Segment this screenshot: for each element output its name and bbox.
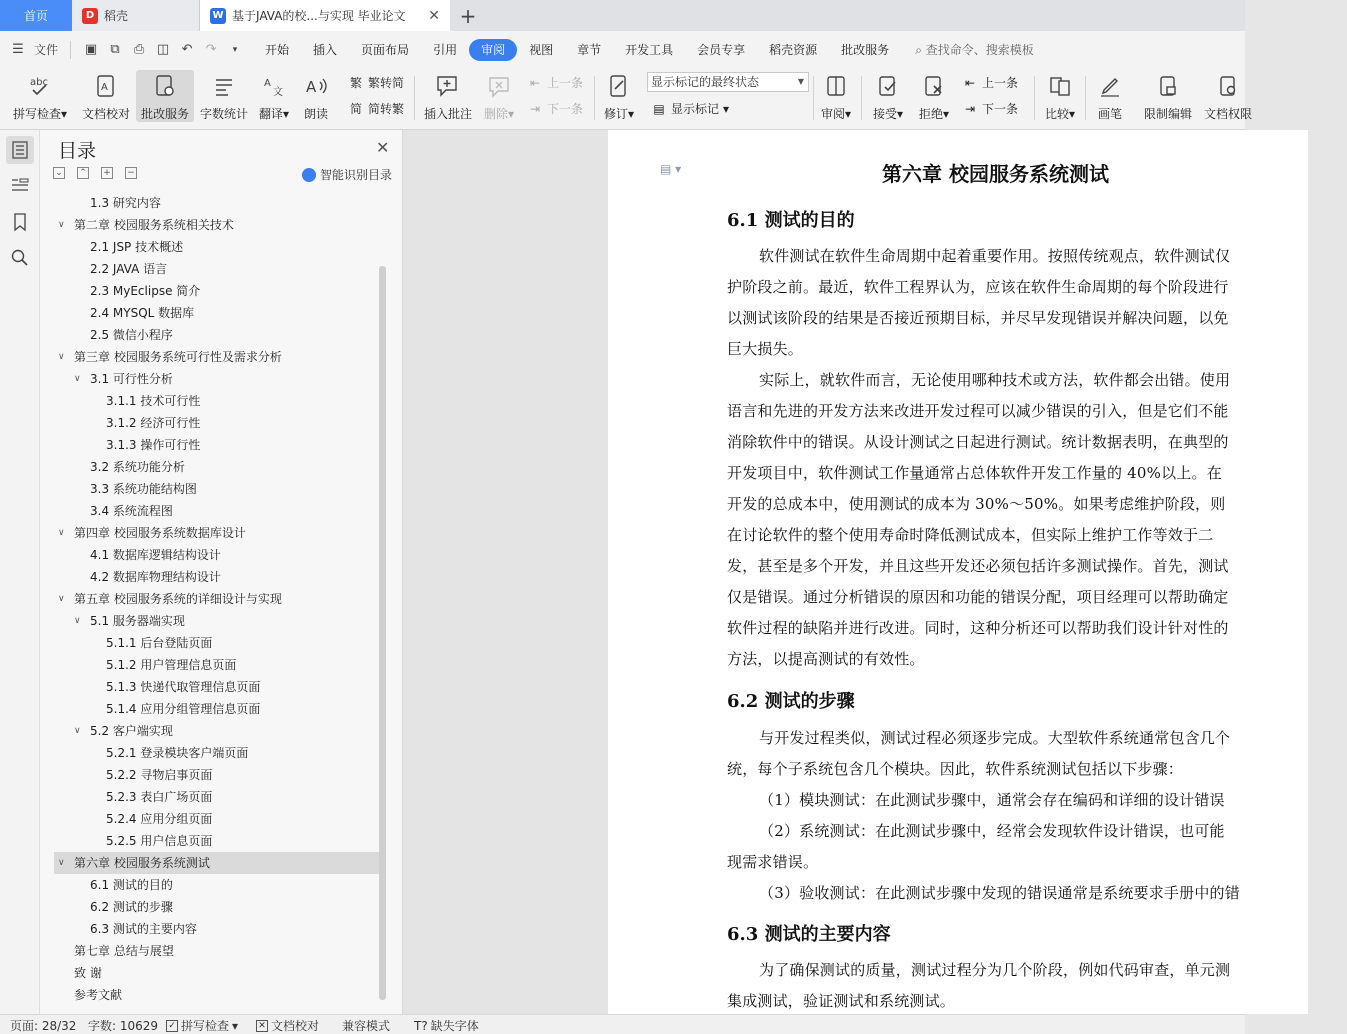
insert-comment-label: 插入批注 bbox=[423, 107, 472, 121]
markup-state-select[interactable] bbox=[647, 72, 809, 92]
menu-correction[interactable]: 批改服务 bbox=[841, 42, 890, 57]
tab-home-label: 首页 bbox=[23, 9, 48, 23]
menu-layout[interactable]: 页面布局 bbox=[361, 42, 410, 57]
missing-font-icon: T? bbox=[414, 1018, 428, 1033]
toc-item[interactable] bbox=[54, 302, 380, 324]
insert-comment-icon bbox=[434, 72, 462, 100]
toc-item-label: 5.2.4 应用分组页面 bbox=[106, 812, 213, 826]
toc-item[interactable] bbox=[54, 192, 380, 214]
paragraph-line: 护阶段之前。最近，软件工程界认为，应该在软件生命周期的每个阶段进行 bbox=[727, 278, 1229, 296]
status-spell-check[interactable]: ✓ 拼写检查 ▾ bbox=[166, 1017, 238, 1034]
accept-label: 接受 bbox=[872, 107, 897, 121]
toc-item[interactable] bbox=[54, 588, 380, 610]
toc-item[interactable] bbox=[54, 786, 380, 808]
toc-item[interactable] bbox=[54, 456, 380, 478]
paragraph-line: 软件过程的缺陷并进行改进。同时，这种分析还可以帮助我们设计针对性的 bbox=[727, 619, 1229, 637]
lock-icon bbox=[1154, 72, 1182, 100]
toc-item-label: 3.4 系统流程图 bbox=[90, 504, 173, 518]
pen-button[interactable] bbox=[1092, 70, 1128, 122]
toc-panel bbox=[40, 130, 403, 1014]
toc-item-label: 6.2 测试的步骤 bbox=[90, 900, 173, 914]
menu-start[interactable]: 开始 bbox=[265, 42, 290, 57]
paragraph-line: 仅是错误。通过分析错误的原因和功能的错误分配，项目经理可以帮助确定 bbox=[727, 588, 1229, 606]
bookmark-icon bbox=[13, 213, 27, 231]
command-search[interactable] bbox=[915, 41, 1034, 58]
tab-docer-label: 稻壳 bbox=[104, 9, 129, 23]
toc-item[interactable] bbox=[54, 522, 380, 544]
simp-to-trad-label: 简转繁 bbox=[368, 102, 405, 116]
show-markup-label: 显示标记 bbox=[671, 102, 720, 116]
menu-review[interactable]: 审阅 bbox=[469, 39, 517, 61]
toc-item-label: 5.1.1 后台登陆页面 bbox=[106, 636, 213, 650]
toc-item-label: 第七章 总结与展望 bbox=[74, 944, 174, 958]
restrict-edit-label: 限制编辑 bbox=[1143, 107, 1192, 121]
markup-state-value: 显示标记的最终状态 bbox=[651, 75, 760, 89]
toc-item[interactable] bbox=[54, 654, 380, 676]
translate-button[interactable]: A 文 翻译▾ bbox=[254, 70, 294, 122]
toc-item-label: 5.2.1 登录模块客户端页面 bbox=[106, 746, 249, 760]
delete-comment-icon bbox=[485, 72, 513, 100]
delete-comment-label: 删除 bbox=[483, 107, 508, 121]
document-outline-icon bbox=[12, 141, 28, 159]
writer-logo-icon: W bbox=[210, 8, 226, 24]
toc-item-label: 6.3 测试的主要内容 bbox=[90, 922, 197, 936]
expand-toggle-icon[interactable]: ∨ bbox=[58, 528, 65, 538]
next-comment-button[interactable] bbox=[527, 100, 583, 117]
new-tab-button[interactable]: + bbox=[459, 3, 477, 28]
trad-simp-icon: 繁 bbox=[349, 76, 362, 90]
proof-icon: ✕ bbox=[256, 1020, 268, 1032]
expand-all-icon[interactable]: ⌃ bbox=[77, 167, 89, 179]
quick-access bbox=[10, 41, 243, 59]
compare-button[interactable]: 比较▾ bbox=[1040, 70, 1080, 122]
toc-item-label: 5.1 服务器端实现 bbox=[90, 614, 185, 628]
paragraph-line: 开发项目中，软件测试工作量通常占总体软件开发工作量的 40%以上。在 bbox=[727, 464, 1222, 482]
doc-permission-icon bbox=[1214, 72, 1242, 100]
tab-bar bbox=[0, 0, 1245, 31]
paragraph-line: 集成测试，验证测试和系统测试。 bbox=[727, 992, 956, 1010]
compare-icon bbox=[1046, 72, 1074, 100]
section-heading: 6.2 测试的步骤 bbox=[727, 691, 855, 712]
word-count-indicator[interactable] bbox=[88, 1017, 158, 1034]
paragraph-line: 发，甚至是多个开发，并且这些开发还必须包括许多测试操作。首先，测试 bbox=[727, 557, 1229, 575]
expand-toggle-icon[interactable]: ∨ bbox=[74, 726, 81, 736]
next-change-button[interactable] bbox=[962, 100, 1018, 117]
toc-item[interactable] bbox=[54, 852, 380, 874]
svg-text:A: A bbox=[101, 82, 108, 93]
word-count-icon bbox=[210, 72, 238, 100]
restrict-edit-button[interactable] bbox=[1140, 70, 1196, 122]
missing-font-label: 缺失字体 bbox=[430, 1019, 479, 1033]
toc-item-label: 5.2.5 用户信息页面 bbox=[106, 834, 213, 848]
toc-item-label: 第二章 校园服务系统相关技术 bbox=[74, 218, 234, 232]
bookmark-panel-button[interactable] bbox=[6, 208, 34, 236]
word-count-label: 字数统计 bbox=[199, 107, 248, 121]
add-heading-icon[interactable]: + bbox=[101, 167, 113, 179]
export-icon[interactable]: ⧉ bbox=[110, 41, 120, 57]
expand-toggle-icon[interactable]: ∨ bbox=[74, 374, 81, 384]
status-bar bbox=[0, 1014, 1245, 1034]
translate-icon bbox=[260, 72, 288, 100]
trad-to-simp-button[interactable] bbox=[348, 74, 404, 91]
insert-comment-button[interactable] bbox=[420, 70, 476, 122]
paragraph-line: 开发的总成本中，使用测试的成本为 30%～50%。如果考虑维护阶段，则 bbox=[727, 495, 1226, 513]
toc-item-label: 2.4 MYSQL 数据库 bbox=[90, 306, 195, 320]
delete-comment-button[interactable]: 删除▾ bbox=[480, 70, 518, 122]
doc-proof-button[interactable] bbox=[78, 70, 134, 122]
compat-mode-label: 兼容模式 bbox=[342, 1019, 391, 1033]
document-area bbox=[403, 130, 1245, 1014]
toc-item-label: 4.2 数据库物理结构设计 bbox=[90, 570, 221, 584]
toc-item-label: 第三章 校园服务系统可行性及需求分析 bbox=[74, 350, 282, 364]
toc-item[interactable] bbox=[54, 258, 380, 280]
toc-item[interactable] bbox=[54, 940, 380, 962]
correction-service-button[interactable] bbox=[136, 70, 194, 122]
compat-mode bbox=[342, 1017, 390, 1034]
correction-service-label: 批改服务 bbox=[140, 107, 189, 121]
paragraph-line: 在讨论软件的整个使用寿命时降低测试成本，但实际上维护工作等效于二 bbox=[727, 526, 1214, 544]
status-proof-label: 文档校对 bbox=[271, 1019, 320, 1033]
next-comment-icon: ⇥ bbox=[529, 101, 541, 116]
toc-item-label: 3.3 系统功能结构图 bbox=[90, 482, 197, 496]
hamburger-icon[interactable]: ☰ bbox=[12, 41, 24, 57]
toc-item-label: 致 谢 bbox=[74, 966, 102, 980]
paragraph-line: 以测试该阶段的结果是否接近预期目标，并尽早发现错误并解决问题，以免 bbox=[727, 309, 1229, 327]
menu-references[interactable]: 引用 bbox=[433, 42, 458, 57]
toc-item-label: 4.1 数据库逻辑结构设计 bbox=[90, 548, 221, 562]
toc-item-label: 3.1.3 操作可行性 bbox=[106, 438, 201, 452]
reject-button[interactable]: 拒绝▾ bbox=[914, 70, 954, 122]
toc-item[interactable] bbox=[54, 610, 380, 632]
trad-to-simp-label: 繁转简 bbox=[368, 76, 405, 90]
simp-to-trad-button[interactable] bbox=[348, 100, 404, 117]
collapse-all-icon[interactable]: ⌄ bbox=[53, 167, 65, 179]
smart-toc-label: 智能识别目录 bbox=[320, 168, 393, 182]
close-tab-icon[interactable]: ✕ bbox=[428, 7, 440, 24]
toc-item[interactable] bbox=[54, 632, 380, 654]
toc-item[interactable] bbox=[54, 984, 380, 1006]
track-changes-icon bbox=[605, 72, 633, 100]
toc-item[interactable] bbox=[54, 896, 380, 918]
section-heading: 6.3 测试的主要内容 bbox=[727, 924, 891, 945]
pen-label: 画笔 bbox=[1097, 107, 1122, 121]
dropdown-icon[interactable]: ▾ bbox=[232, 44, 238, 55]
remove-heading-icon[interactable]: − bbox=[125, 167, 137, 179]
toc-list bbox=[54, 192, 380, 1006]
next-change-icon: ⇥ bbox=[964, 101, 976, 116]
toc-item[interactable] bbox=[54, 346, 380, 368]
toc-item[interactable] bbox=[54, 918, 380, 940]
translate-label: 翻译 bbox=[258, 107, 283, 121]
expand-toggle-icon[interactable]: ∨ bbox=[58, 220, 65, 230]
prev-change-label: 上一条 bbox=[982, 76, 1019, 90]
read-aloud-button[interactable] bbox=[298, 70, 334, 122]
toc-item[interactable] bbox=[54, 214, 380, 236]
show-markup-icon: ▤ bbox=[653, 101, 665, 116]
toc-item[interactable] bbox=[54, 368, 380, 390]
doc-proof-icon bbox=[92, 72, 120, 100]
smart-toc-icon bbox=[302, 168, 316, 182]
divider bbox=[1034, 76, 1035, 120]
check-icon: ✓ bbox=[166, 1020, 178, 1032]
chevron-down-icon: ▼ bbox=[797, 77, 804, 86]
toc-item-label: 3.1 可行性分析 bbox=[90, 372, 173, 386]
toc-title: 目录 bbox=[58, 140, 97, 162]
toc-item[interactable] bbox=[54, 698, 380, 720]
divider bbox=[1085, 76, 1086, 120]
undo-icon[interactable]: ↶ bbox=[181, 41, 193, 57]
pen-icon bbox=[1096, 72, 1124, 100]
toc-panel-button[interactable] bbox=[6, 136, 34, 164]
toc-item[interactable] bbox=[54, 434, 380, 456]
tab-document[interactable] bbox=[200, 0, 450, 31]
toc-item[interactable] bbox=[54, 874, 380, 896]
compare-label: 比较 bbox=[1044, 107, 1069, 121]
prev-comment-button[interactable] bbox=[527, 74, 583, 91]
svg-text:文: 文 bbox=[273, 87, 283, 98]
toc-item-label: 2.2 JAVA 语言 bbox=[90, 262, 168, 276]
prev-comment-icon: ⇤ bbox=[529, 75, 541, 90]
spell-check-icon bbox=[26, 72, 54, 100]
toc-item-label: 第四章 校园服务系统数据库设计 bbox=[74, 526, 246, 540]
search-icon: ⌕ bbox=[915, 43, 926, 57]
list-item: （3）验收测试：在此测试步骤中发现的错误通常是系统要求手册中的错 bbox=[759, 884, 1240, 902]
file-menu[interactable]: 文件 bbox=[34, 42, 59, 57]
paragraph-line: 软件测试在软件生命周期中起着重要作用。按照传统观点，软件测试仅 bbox=[759, 247, 1231, 265]
toc-item[interactable] bbox=[54, 962, 380, 984]
list-item: 现需求错误。 bbox=[727, 853, 819, 871]
paragraph-line: 实际上，就软件而言，无论使用哪种技术或方法，软件都会出错。使用 bbox=[759, 371, 1231, 389]
document-page[interactable] bbox=[608, 130, 1308, 1014]
prev-change-button[interactable] bbox=[962, 74, 1018, 91]
toc-item[interactable] bbox=[54, 324, 380, 346]
missing-font-button[interactable] bbox=[414, 1017, 479, 1034]
divider bbox=[70, 41, 71, 59]
read-aloud-icon bbox=[302, 72, 330, 100]
toc-item-label: 3.1.2 经济可行性 bbox=[106, 416, 201, 430]
paragraph-line: 为了确保测试的质量，测试过程分为几个阶段，例如代码审查，单元测 bbox=[759, 961, 1231, 979]
expand-toggle-icon[interactable]: ∨ bbox=[58, 594, 65, 604]
track-changes-label: 修订 bbox=[603, 107, 628, 121]
toc-item[interactable] bbox=[54, 830, 380, 852]
next-change-label: 下一条 bbox=[982, 102, 1019, 116]
toc-item-label: 1.3 研究内容 bbox=[90, 196, 161, 210]
save-icon[interactable]: ▣ bbox=[84, 41, 98, 57]
status-spell-label: 拼写检查 bbox=[181, 1019, 230, 1033]
status-doc-proof[interactable] bbox=[256, 1017, 319, 1034]
menu-developer[interactable]: 开发工具 bbox=[625, 42, 674, 57]
svg-text:abc: abc bbox=[30, 77, 48, 88]
read-aloud-label: 朗读 bbox=[303, 107, 328, 121]
tab-docer[interactable] bbox=[72, 0, 200, 31]
toc-item[interactable] bbox=[54, 720, 380, 742]
paragraph-line: 与开发过程类似，测试过程必须逐步完成。大型软件系统通常包含几个 bbox=[759, 729, 1231, 747]
tab-home[interactable] bbox=[0, 0, 72, 31]
toc-item-label: 5.2.3 表白广场页面 bbox=[106, 790, 213, 804]
print-icon[interactable]: ⎙ bbox=[133, 41, 145, 57]
toc-item[interactable] bbox=[54, 676, 380, 698]
chapter-heading: 第六章 校园服务系统测试 bbox=[882, 162, 1109, 186]
toc-item[interactable] bbox=[54, 390, 380, 412]
simp-trad-icon: 简 bbox=[349, 102, 362, 116]
command-search-label: 查找命令、搜索模板 bbox=[925, 43, 1034, 57]
menu-bar bbox=[0, 31, 1245, 68]
expand-toggle-icon[interactable]: ∨ bbox=[58, 858, 65, 868]
toc-scrollbar[interactable] bbox=[379, 266, 386, 1000]
smart-toc-button[interactable] bbox=[302, 166, 392, 183]
preview-icon[interactable]: ◫ bbox=[156, 41, 170, 57]
toc-item[interactable] bbox=[54, 280, 380, 302]
paragraph-line: 消除软件中的错误。从设计测试之日起进行测试。统计数据表明，在典型的 bbox=[727, 433, 1229, 451]
reject-label: 拒绝 bbox=[918, 107, 943, 121]
expand-toggle-icon[interactable]: ∨ bbox=[58, 352, 65, 362]
docer-logo-icon: D bbox=[82, 8, 98, 24]
review-pane-icon bbox=[822, 72, 850, 100]
doc-proof-label: 文档校对 bbox=[81, 107, 130, 121]
toc-item-label: 5.1.3 快递代取管理信息页面 bbox=[106, 680, 261, 694]
expand-toggle-icon[interactable]: ∨ bbox=[74, 616, 81, 626]
accept-icon bbox=[874, 72, 902, 100]
spell-check-button[interactable]: abc 拼写检查▾ bbox=[8, 70, 72, 122]
redo-icon[interactable]: ↷ bbox=[205, 41, 217, 57]
search-icon bbox=[11, 249, 29, 267]
svg-text:A: A bbox=[264, 78, 271, 89]
toc-item[interactable] bbox=[54, 544, 380, 566]
paragraph-line: 方法，以提高测试的有效性。 bbox=[727, 650, 925, 668]
doc-permission-label: 文档权限 bbox=[1203, 107, 1252, 121]
toc-item-label: 2.5 微信小程序 bbox=[90, 328, 173, 342]
track-changes-button[interactable]: 修订▾ bbox=[600, 70, 638, 122]
divider bbox=[414, 76, 415, 120]
correction-icon bbox=[151, 72, 179, 100]
nav-panel-button[interactable] bbox=[6, 172, 34, 200]
toc-item-label: 2.3 MyEclipse 简介 bbox=[90, 284, 201, 298]
toc-item-label: 5.1.4 应用分组管理信息页面 bbox=[106, 702, 261, 716]
divider bbox=[594, 76, 595, 120]
doc-permission-button[interactable] bbox=[1200, 70, 1256, 122]
left-icon-strip bbox=[0, 130, 40, 1014]
divider bbox=[861, 76, 862, 120]
menu-member[interactable]: 会员专享 bbox=[697, 42, 746, 57]
word-count-button[interactable] bbox=[198, 70, 250, 122]
word-count-indicator-label: 字数: 10629 bbox=[88, 1019, 159, 1033]
svg-text:A: A bbox=[306, 78, 317, 96]
toc-item-label: 第六章 校园服务系统测试 bbox=[74, 856, 210, 870]
list-item: （1）模块测试：在此测试步骤中，通常会存在编码和详细的设计错误 bbox=[759, 791, 1225, 809]
page-indicator-label: 页面: 28/32 bbox=[10, 1019, 77, 1033]
toc-item-label: 3.2 系统功能分析 bbox=[90, 460, 185, 474]
toc-item-label: 第五章 校园服务系统的详细设计与实现 bbox=[74, 592, 282, 606]
toc-item[interactable] bbox=[54, 764, 380, 786]
toc-item-label: 5.1.2 用户管理信息页面 bbox=[106, 658, 237, 672]
divider bbox=[813, 76, 814, 120]
toc-item-label: 6.1 测试的目的 bbox=[90, 878, 173, 892]
show-markup-button[interactable]: ▤ 显示标记 ▾ bbox=[651, 100, 729, 117]
review-pane-button[interactable]: 审阅▾ bbox=[816, 70, 856, 122]
toc-item[interactable] bbox=[54, 500, 380, 522]
paragraph-line: 统，每个子系统包含几个模块。因此，软件系统测试包括以下步骤： bbox=[727, 760, 1184, 778]
page-indicator[interactable] bbox=[10, 1017, 76, 1034]
paragraph-line: 语言和先进的开发方法来改进开发过程可以减少错误的引入，但是它们不能 bbox=[727, 402, 1229, 420]
toc-item[interactable] bbox=[54, 412, 380, 434]
navigation-icon bbox=[11, 178, 29, 194]
prev-change-icon: ⇤ bbox=[964, 75, 976, 90]
prev-comment-label: 上一条 bbox=[547, 76, 584, 90]
toc-item-label: 5.2.2 寻物启事页面 bbox=[106, 768, 213, 782]
toc-item[interactable] bbox=[54, 478, 380, 500]
paragraph-line: 巨大损失。 bbox=[727, 340, 804, 358]
menu-section[interactable]: 章节 bbox=[577, 42, 602, 57]
document-options-icon[interactable]: ▤ ▾ bbox=[660, 162, 682, 176]
menu-insert[interactable]: 插入 bbox=[313, 42, 338, 57]
toc-item[interactable] bbox=[54, 808, 380, 830]
toc-item[interactable] bbox=[54, 566, 380, 588]
toc-item[interactable] bbox=[54, 236, 380, 258]
menu-docer-resources[interactable]: 稻壳资源 bbox=[769, 42, 818, 57]
toc-item-label: 5.2 客户端实现 bbox=[90, 724, 173, 738]
list-item: （2）系统测试：在此测试步骤中，经常会发现软件设计错误，也可能 bbox=[759, 822, 1225, 840]
section-heading: 6.1 测试的目的 bbox=[727, 210, 855, 231]
toc-item-label: 参考文献 bbox=[74, 988, 123, 1002]
tab-document-label: 基于JAVA的校...与实现 毕业论文 bbox=[232, 9, 406, 23]
review-ribbon bbox=[0, 68, 1252, 130]
toc-item-label: 3.1.1 技术可行性 bbox=[106, 394, 201, 408]
toc-item-label: 2.1 JSP 技术概述 bbox=[90, 240, 184, 254]
review-pane-label: 审阅 bbox=[820, 107, 845, 121]
close-icon[interactable]: ✕ bbox=[376, 138, 390, 157]
next-comment-label: 下一条 bbox=[547, 102, 584, 116]
spell-check-label: 拼写检查 bbox=[12, 107, 61, 121]
find-panel-button[interactable] bbox=[6, 244, 34, 272]
toc-item[interactable] bbox=[54, 742, 380, 764]
reject-icon bbox=[920, 72, 948, 100]
menu-view[interactable]: 视图 bbox=[529, 42, 554, 57]
accept-button[interactable]: 接受▾ bbox=[868, 70, 908, 122]
